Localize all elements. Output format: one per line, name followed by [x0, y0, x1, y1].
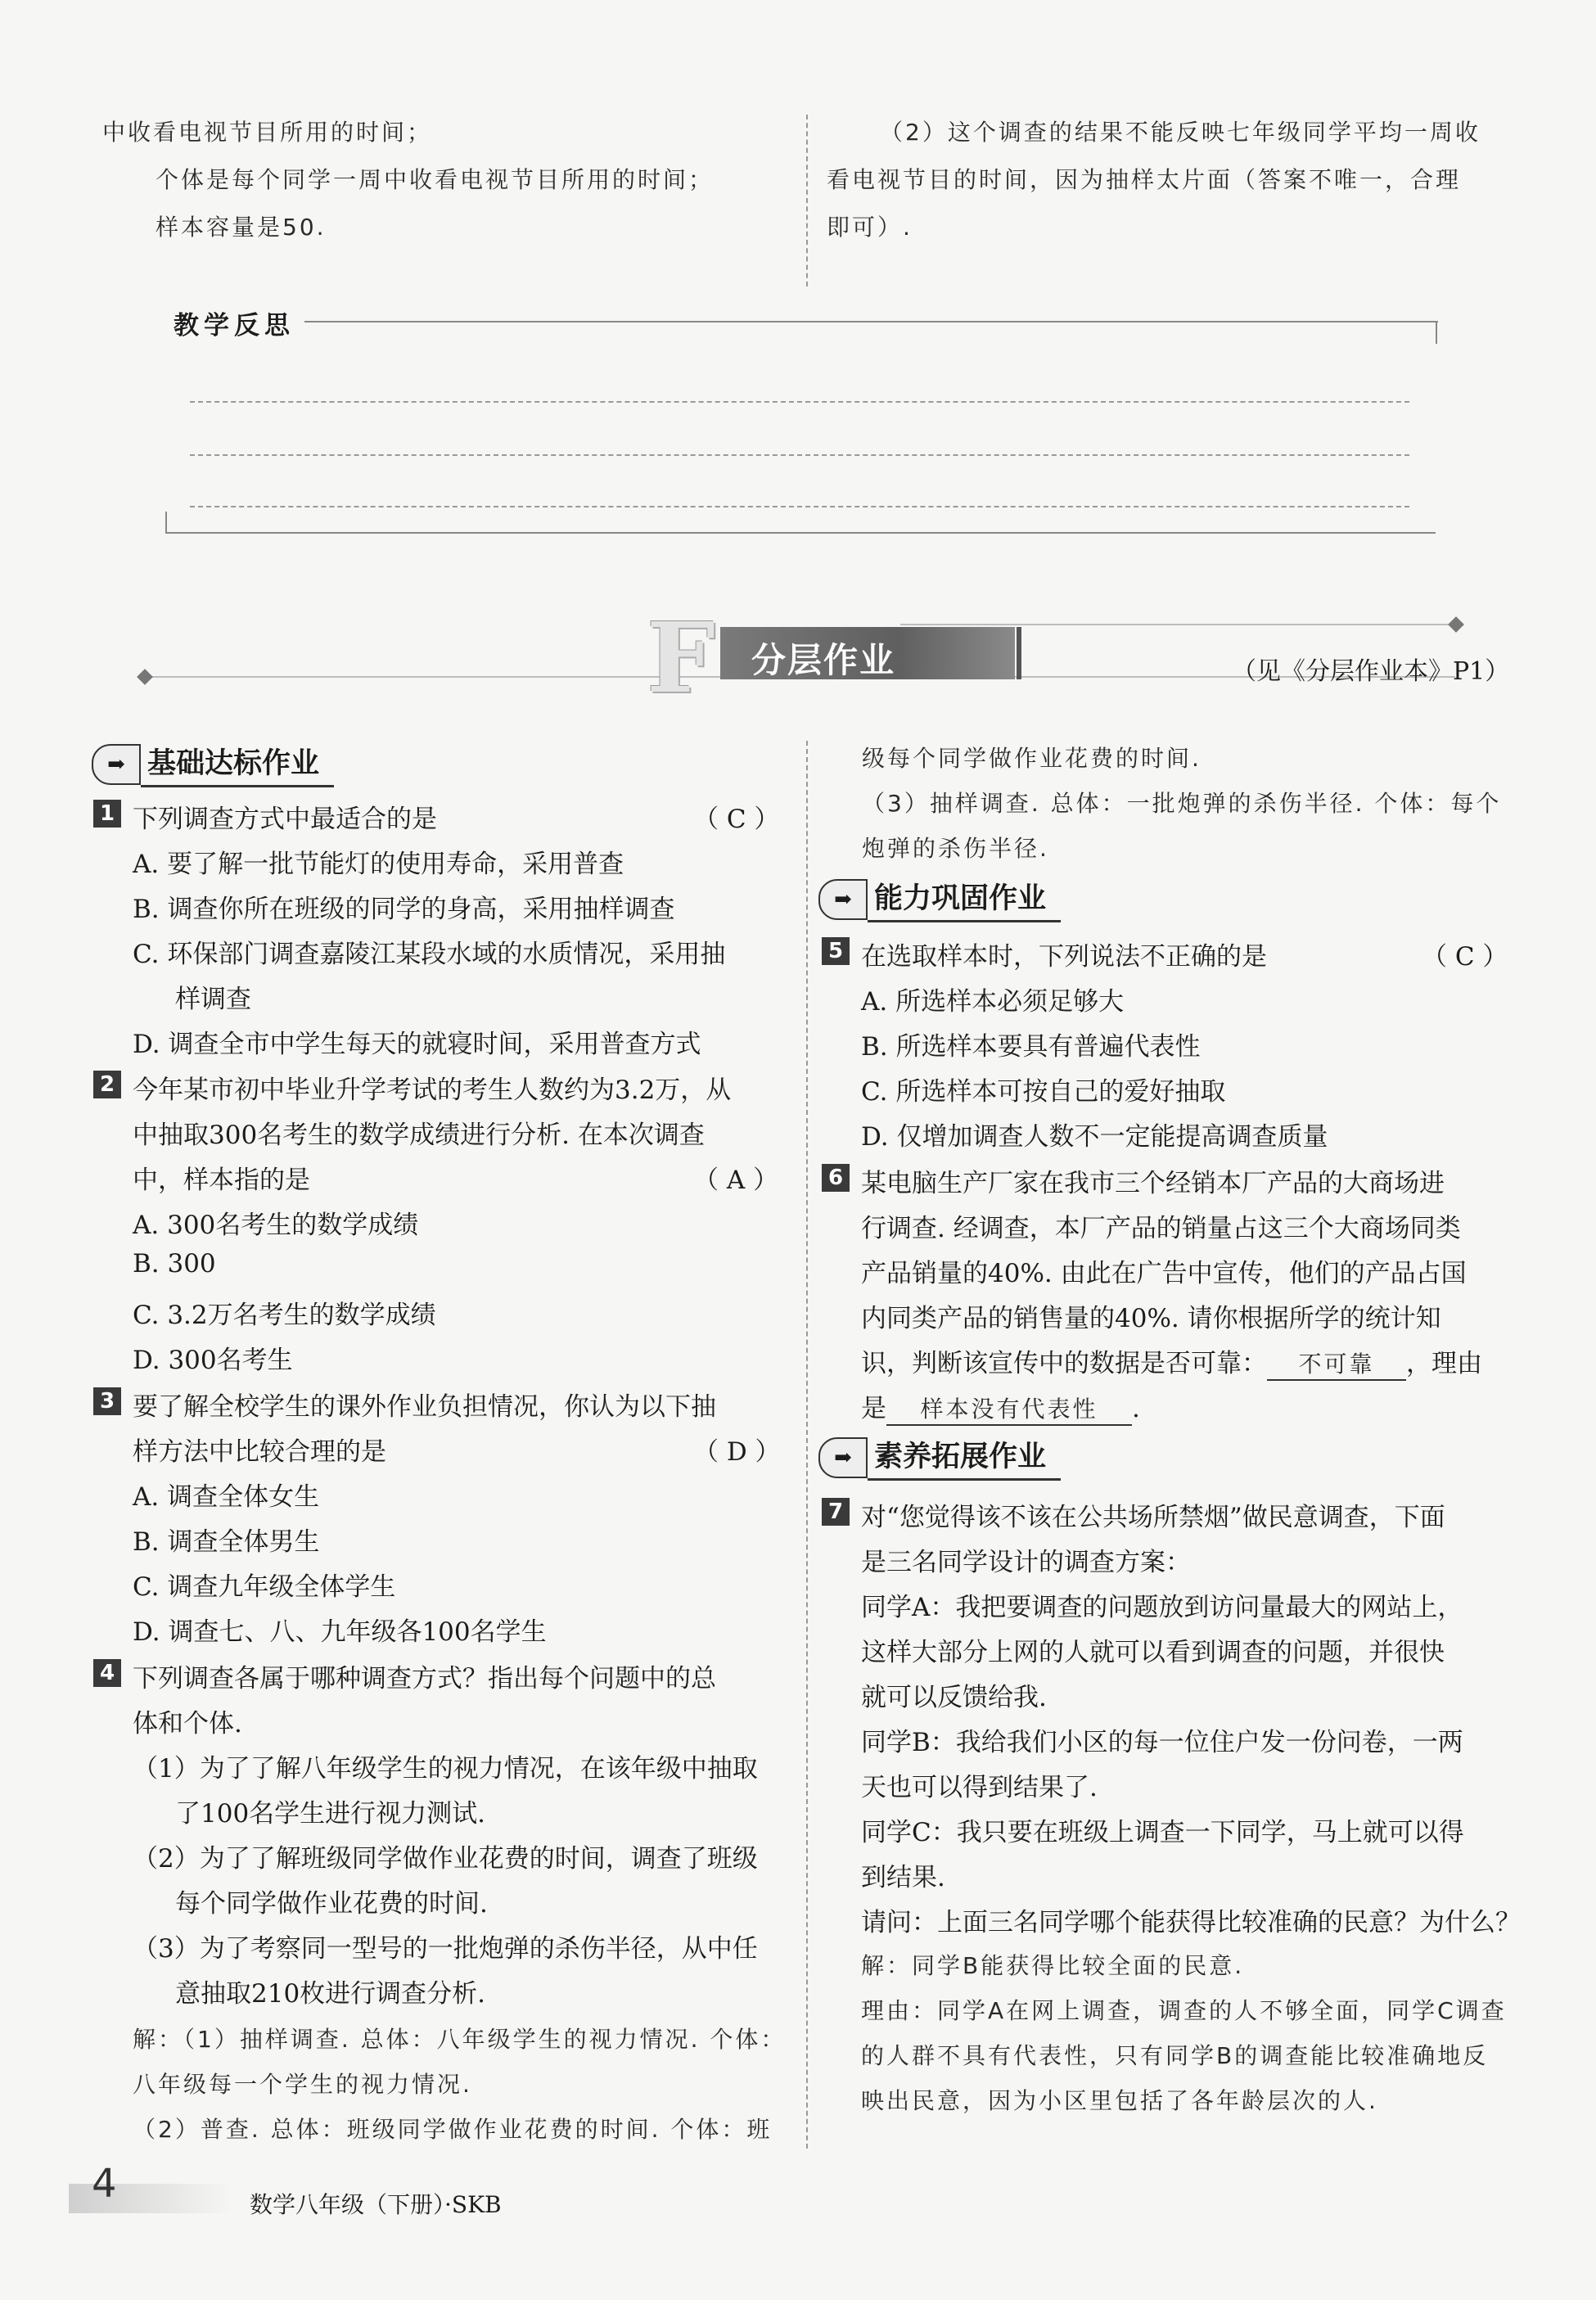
banner-letter: F [647, 601, 715, 715]
question-5 [820, 936, 1516, 1152]
solution-line: 解：同学B能获得比较全面的民意. [861, 1952, 1245, 1979]
question-7 [820, 1496, 1521, 2118]
banner-dot [137, 669, 153, 685]
arrow-icon: ➡ [818, 879, 868, 920]
sub-question: 意抽取210枚进行调查分析. [175, 1979, 486, 2009]
sub-question: （3）为了考察同一型号的一批炮弹的杀伤半径，从中任 [133, 1934, 758, 1964]
banner-end [1017, 627, 1021, 679]
question-line: 要了解全校学生的课外作业负担情况，你认为以下抽 [133, 1392, 716, 1422]
book-title: 数学八年级（下册）·SKB [250, 2191, 502, 2218]
question-number: 3 [93, 1387, 121, 1415]
question-line: 行调查. 经调查，本厂产品的销量占这三个大商场同类 [861, 1214, 1461, 1243]
text-line: 样本容量是50. [156, 214, 327, 241]
reflection-line [304, 321, 1438, 322]
text: ，理由 [1406, 1349, 1482, 1378]
question-line: 下列调查各属于哪种调查方式？指出每个问题中的总 [133, 1664, 716, 1693]
question-line-5 [861, 1342, 1482, 1381]
arrow-icon: ➡ [818, 1437, 868, 1478]
answer-blank-reason: 样本没有代表性 [886, 1391, 1132, 1426]
question-line: 请问：上面三名同学哪个能获得比较准确的民意？为什么？ [861, 1908, 1521, 1937]
section-quality [818, 1434, 1061, 1481]
question-2 [92, 1069, 779, 1380]
section-basic [92, 741, 334, 787]
option: B. 调查你所在班级的同学的身高，采用抽样调查 [133, 895, 675, 924]
banner-dot [1448, 616, 1464, 633]
question-line: 同学A：我把要调查的问题放到访问量最大的网站上， [861, 1593, 1463, 1622]
question-line: 是三名同学设计的调查方案： [861, 1548, 1191, 1577]
page-number: 4 [92, 2161, 117, 2207]
question-line: 这样大部分上网的人就可以看到调查的问题，并很快 [861, 1638, 1445, 1667]
option: D. 调查七、八、九年级各100名学生 [133, 1617, 547, 1647]
q4-solution-continued [823, 741, 1518, 864]
question-line: 同学C：我只要在班级上调查一下同学，马上就可以得 [861, 1818, 1464, 1847]
solution-line: 的人群不具有代表性，只有同学B的调查能比较准确地反 [861, 2042, 1489, 2069]
text: . [1132, 1394, 1140, 1423]
reflection-line [190, 454, 1409, 456]
text-line: 个体是每个同学一周中收看电视节目所用的时间； [156, 166, 715, 193]
arrow-icon: ➡ [92, 744, 141, 785]
column-divider [806, 115, 808, 286]
text: 识，判断该宣传中的数据是否可靠： [861, 1349, 1267, 1378]
section-quality-title: 素养拓展作业 [868, 1434, 1061, 1481]
question-line: 中，样本指的是 [133, 1166, 310, 1195]
question-line: 对“您觉得该不该在公共场所禁烟”做民意调查，下面 [861, 1503, 1445, 1532]
reflection-right-bracket [1436, 321, 1437, 344]
question-4 [92, 1657, 787, 2149]
question-number: 5 [822, 937, 850, 965]
option: 样调查 [175, 985, 251, 1014]
text-line: 即可）. [827, 214, 913, 241]
text: 是 [861, 1394, 886, 1423]
question-number: 4 [93, 1659, 121, 1687]
question-number: 6 [822, 1164, 850, 1192]
question-stem: 在选取样本时，下列说法不正确的是 [861, 942, 1267, 972]
solution-line: 解：（1）抽样调查. 总体：八年级学生的视力情况. 个体： [133, 2026, 787, 2053]
banner-title-text: 分层作业 [751, 640, 896, 680]
option: B. 调查全体男生 [133, 1527, 320, 1557]
question-line: 某电脑生产厂家在我市三个经销本厂产品的大商场进 [861, 1169, 1445, 1198]
question-line: 产品销量的40%. 由此在广告中宣传，他们的产品占国 [861, 1259, 1467, 1288]
answer: （ C ） [693, 805, 780, 834]
question-line-6 [861, 1387, 1140, 1426]
question-line: 体和个体. [133, 1709, 242, 1739]
banner-reference: （见《分层作业本》P1） [1232, 657, 1510, 686]
solution-line: 映出民意，因为小区里包括了各年龄层次的人. [861, 2087, 1378, 2114]
solution-line: 炮弹的杀伤半径. [862, 835, 1049, 862]
reflection-line [190, 506, 1409, 507]
question-stem: 下列调查方式中最适合的是 [133, 805, 437, 834]
question-line: 天也可以得到结果了. [861, 1773, 1098, 1802]
text-line: 看电视节目的时间，因为抽样太片面（答案不唯一，合理 [827, 166, 1462, 193]
option: A. 调查全体女生 [133, 1482, 320, 1512]
option: D. 300名考生 [133, 1346, 293, 1375]
banner-title [720, 627, 1015, 679]
answer: （ C ） [1422, 942, 1508, 972]
top-left-text [102, 115, 790, 246]
sub-question: 了100名学生进行视力测试. [175, 1799, 486, 1829]
question-number: 7 [822, 1498, 850, 1526]
sub-question: 每个同学做作业花费的时间. [175, 1889, 488, 1919]
column-divider [806, 741, 808, 2149]
solution-line: 级每个同学做作业花费的时间. [862, 745, 1202, 772]
sub-question: （2）为了了解班级同学做作业花费的时间，调查了班级 [133, 1844, 758, 1874]
option: B. 所选样本要具有普遍代表性 [861, 1032, 1201, 1062]
answer-blank-reliability: 不可靠 [1267, 1346, 1406, 1381]
section-ability-title: 能力巩固作业 [868, 876, 1061, 922]
question-number: 2 [93, 1071, 121, 1098]
sub-question: （1）为了了解八年级学生的视力情况，在该年级中抽取 [133, 1754, 758, 1784]
text-line: （2）这个调查的结果不能反映七年级同学平均一周收 [880, 119, 1481, 146]
option: A. 要了解一批节能灯的使用寿命，采用普查 [133, 850, 624, 879]
option: A. 所选样本必须足够大 [861, 987, 1125, 1017]
solution-line: 八年级每一个学生的视力情况. [133, 2071, 472, 2098]
solution-line: （3）抽样调查. 总体：一批炮弹的杀伤半径. 个体：每个 [862, 790, 1502, 817]
option: C. 所选样本可按自己的爱好抽取 [861, 1077, 1226, 1107]
question-6 [820, 1162, 1516, 1432]
reflection-bottom-line [165, 532, 1436, 534]
question-line: 到结果. [861, 1863, 945, 1892]
question-line: 就可以反馈给我. [861, 1683, 1047, 1712]
reflection-left-bracket [165, 512, 167, 534]
solution-line: （2）普查. 总体：班级同学做作业花费的时间. 个体：班 [133, 2116, 773, 2143]
question-line: 样方法中比较合理的是 [133, 1437, 386, 1467]
option: B. 300 [133, 1249, 216, 1279]
banner-rule-top [900, 624, 1457, 625]
option: A. 300名考生的数学成绩 [133, 1211, 419, 1240]
top-right-text [827, 115, 1514, 254]
solution-line: 理由：同学A在网上调查，调查的人不够全面，同学C调查 [861, 1997, 1507, 2024]
question-number: 1 [93, 800, 121, 828]
option: C. 3.2万名考生的数学成绩 [133, 1301, 436, 1330]
answer: （ D ） [693, 1437, 781, 1467]
option: C. 环保部门调查嘉陵江某段水域的水质情况，采用抽 [133, 940, 726, 969]
question-line: 同学B：我给我们小区的每一位住户发一份问卷，一两 [861, 1728, 1463, 1757]
text-line: 中收看电视节目所用的时间； [102, 119, 433, 146]
question-line: 中抽取300名考生的数学成绩进行分析. 在本次调查 [133, 1121, 705, 1150]
question-3 [92, 1386, 779, 1656]
option: D. 仅增加调查人数不一定能提高调查质量 [861, 1122, 1328, 1152]
section-ability [818, 876, 1061, 922]
reflection-title: 教学反思 [174, 311, 295, 340]
question-1 [92, 798, 779, 1060]
answer: （ A ） [693, 1166, 779, 1195]
question-line: 今年某市初中毕业升学考试的考生人数约为3.2万，从 [133, 1076, 732, 1105]
reflection-line [190, 401, 1409, 403]
section-basic-title: 基础达标作业 [141, 741, 334, 787]
question-line: 内同类产品的销售量的40%. 请你根据所学的统计知 [861, 1304, 1441, 1333]
option: C. 调查九年级全体学生 [133, 1572, 396, 1602]
option: D. 调查全市中学生每天的就寝时间，采用普查方式 [133, 1030, 701, 1059]
